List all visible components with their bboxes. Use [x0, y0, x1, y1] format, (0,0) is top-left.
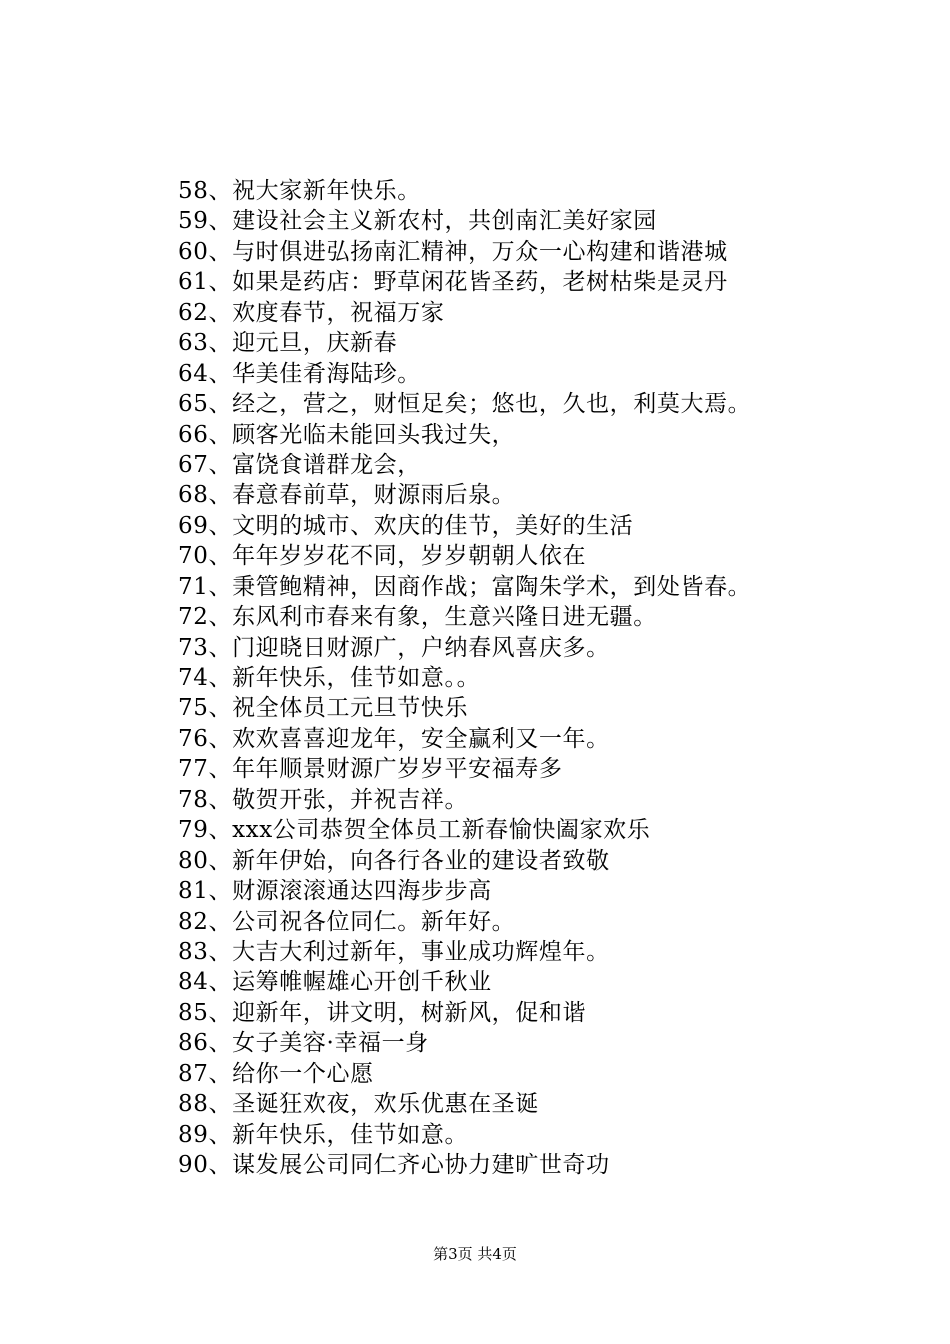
list-item: 85、迎新年，讲文明，树新风，促和谐 [178, 999, 587, 1026]
list-item: 84、运筹帷幄雄心开创千秋业 [178, 969, 492, 996]
list-item: 88、圣诞狂欢夜，欢乐优惠在圣诞 [178, 1091, 539, 1118]
list-item: 74、新年快乐，佳节如意。。 [178, 665, 481, 691]
list-item: 62、欢度春节，祝福万家 [178, 299, 445, 326]
list-item: 70、年年岁岁花不同，岁岁朝朝人依在 [178, 543, 587, 570]
page-footer: 第3页 共4页 [433, 1245, 517, 1263]
list-item: 87、给你一个心愿 [178, 1060, 374, 1087]
list-item: 82、公司祝各位同仁。新年好。 [178, 908, 516, 935]
list-item: 71、秉管鲍精神，因商作战；富陶朱学术，到处皆春。 [178, 573, 752, 600]
list-item: 67、富饶食谱群龙会， [178, 451, 421, 478]
list-item: 77、年年顺景财源广岁岁平安福寿多 [178, 756, 563, 783]
list-item: 83、大吉大利过新年，事业成功辉煌年。 [178, 938, 610, 965]
list-item: 76、欢欢喜喜迎龙年，安全赢利又一年。 [178, 725, 610, 752]
list-item: 59、建设社会主义新农村，共创南汇美好家园 [178, 208, 657, 235]
list-item: 75、祝全体员工元旦节快乐 [178, 695, 469, 722]
list-item: 79、xxx公司恭贺全体员工新春愉快阖家欢乐 [178, 817, 651, 844]
list-item: 69、文明的城市、欢庆的佳节，美好的生活 [178, 512, 634, 539]
list-item: 72、东风利市春来有象，生意兴隆日进无疆。 [178, 604, 657, 631]
list-item: 89、新年快乐，佳节如意。 [178, 1121, 469, 1148]
list-item: 78、敬贺开张，并祝吉祥。 [178, 786, 469, 813]
list-item: 86、女子美容·幸福一身 [178, 1030, 429, 1057]
list-item: 63、迎元旦，庆新春 [178, 330, 398, 357]
list-item: 81、财源滚滚通达四海步步高 [178, 878, 492, 905]
list-item: 80、新年伊始，向各行各业的建设者致敬 [178, 847, 610, 874]
list-item: 66、顾客光临未能回头我过失， [178, 421, 516, 448]
list-item: 61、如果是药店：野草闲花皆圣药，老树枯柴是灵丹 [178, 269, 728, 296]
list-item: 73、门迎晓日财源广，户纳春风喜庆多。 [178, 634, 610, 661]
list-item: 65、经之，营之，财恒足矣；悠也，久也，利莫大焉。 [178, 391, 752, 418]
list-item: 64、华美佳肴海陆珍。 [178, 360, 421, 387]
list-item: 58、祝大家新年快乐。 [178, 178, 421, 204]
slogan-list [178, 176, 878, 1180]
list-item: 68、春意春前草，财源雨后泉。 [178, 482, 516, 509]
list-item: 90、谋发展公司同仁齐心协力建旷世奇功 [178, 1152, 610, 1178]
list-item: 60、与时俱进弘扬南汇精神，万众一心构建和谐港城 [178, 238, 728, 265]
